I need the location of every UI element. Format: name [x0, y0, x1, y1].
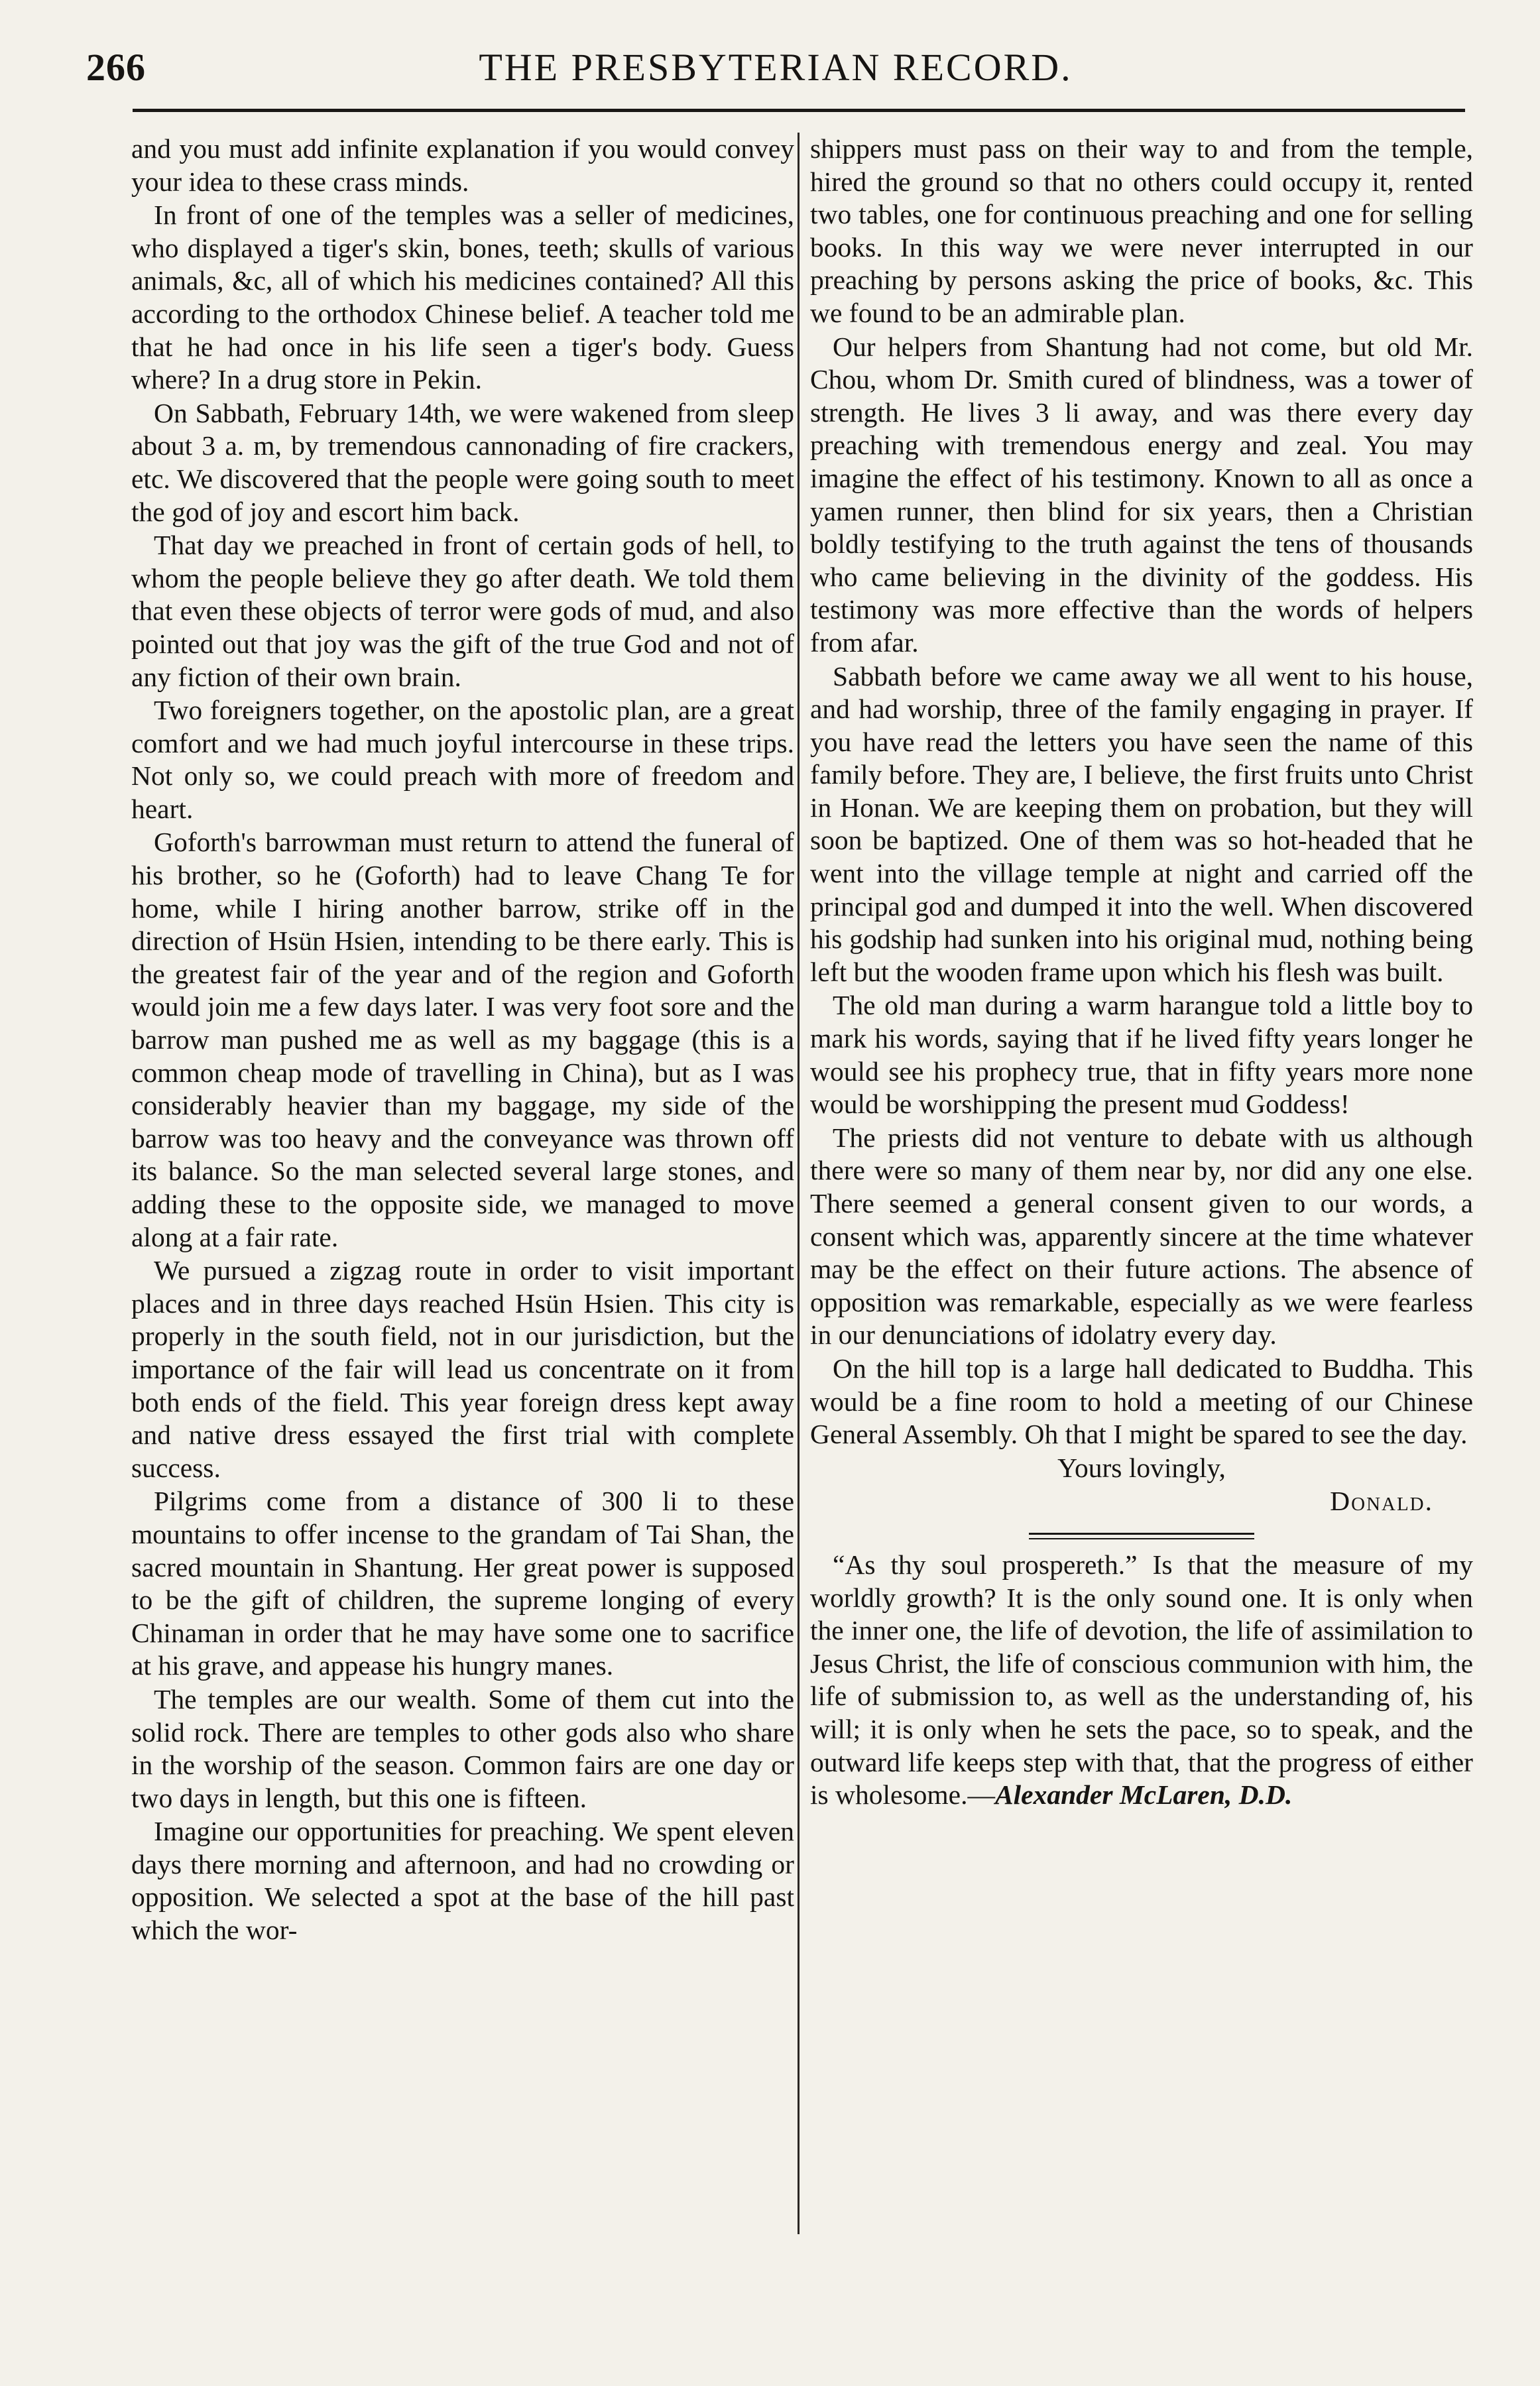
- running-title: THE PRESBYTERIAN RECORD.: [479, 46, 1073, 89]
- column-divider: [798, 133, 800, 2234]
- header-rule: [133, 109, 1465, 112]
- paragraph: Pilgrims come from a distance of 300 li to these mountains to offer incense to the grandam of Tai Shan, the sacred mountain in Shantung. Her great power is supposed to be the gift of children, the supreme longing of every Chinaman in order that he may have some one to sacrifice at his grave, and appease his hungry manes.: [131, 1486, 794, 1681]
- page-header: [86, 40, 1465, 106]
- letter-signature: Donald.: [1330, 1486, 1433, 1517]
- paragraph: On Sabbath, February 14th, we were wakened from sleep about 3 a. m, by tremendous cannonading of fire crackers, etc. We discovered that the people were going south to meet the god of joy and escort him back.: [131, 397, 794, 527]
- quote-text: “As thy soul prospereth.” Is that the measure of my worldly growth? It is the only sound one. It is only when the inner one, the life of devotion, the life of assimilation to Jesus Christ, the life of conscious communion with him, the life of submission to, as well as the understanding of, his will; it is only when he sets the pace, so to speak, and the outward life keeps step with that, that the progress of either is wholesome.—: [810, 1549, 1473, 1811]
- page-number: 266: [86, 46, 146, 89]
- paragraph: Imagine our opportunities for preaching. We spent eleven days there morning and afternoon, and had no crowding or opposition. We selected a spot at the base of the hill past which the wor-: [131, 1816, 794, 1946]
- paragraph: Sabbath before we came away we all went to his house, and had worship, three of the family engaging in prayer. If you have read the letters you have seen the name of this family before. They are, I believe, the first fruits unto Christ in Honan. We are keeping them on probation, but they will soon be baptized. One of them was so hot-headed that he went into the village temple at night and carried off the principal god and dumped it into the well. When discovered his godship had sunken into his original mud, nothing being left but the wooden frame upon which his flesh was built.: [810, 660, 1473, 987]
- right-column: [810, 133, 1473, 1813]
- quote-paragraph: [810, 1549, 1473, 1812]
- paragraph: The priests did not venture to debate with us although there were so many of them near by, nor did any one else. There seemed a general consent given to our words, a consent which was, apparently sincere at the time whatever may be the effect on their future actions. The absence of opposition was remarkable, especially as we were fearless in our denunciations of idolatry every day.: [810, 1122, 1473, 1350]
- paragraph: That day we preached in front of certain gods of hell, to whom the people believe they go after death. We told them that even these objects of terror were gods of mud, and also pointed out that joy was the gift of the true God and not of any fiction of their own brain.: [131, 530, 794, 692]
- quote-attribution: Alexander McLaren, D.D.: [994, 1779, 1293, 1811]
- paragraph: The temples are our wealth. Some of them cut into the solid rock. There are temples to other gods also who share in the worship of the season. Common fairs are one day or two days in length, but this one is fifteen.: [131, 1683, 794, 1813]
- paragraph: We pursued a zigzag route in order to visit important places and in three days reached Hsün Hsien. This city is properly in the south field, not in our jurisdiction, but the importance of the fair will lead us concentrate on it from both ends of the field. This year foreign dress kept away and native dress essayed the first trial with complete success.: [131, 1255, 794, 1483]
- letter-closing: Yours lovingly,: [1057, 1452, 1226, 1483]
- paragraph: Two foreigners together, on the apostolic plan, are a great comfort and we had much joyful intercourse in these trips. Not only so, we could preach with more of freedom and heart.: [131, 695, 794, 824]
- paragraph: and you must add infinite explanation if you would convey your idea to these crass minds.: [131, 133, 794, 197]
- left-column: [131, 133, 794, 1948]
- paragraph: On the hill top is a large hall dedicated to Buddha. This would be a fine room to hold a meeting of our Chinese General Assembly. Oh that I might be spared to see the day.: [810, 1352, 1473, 1450]
- paragraph: In front of one of the temples was a seller of medicines, who displayed a tiger's skin, bones, teeth; skulls of various animals, &c, all of which his medicines contained? All this according to the orthodox Chinese belief. A teacher told me that he had once in his life seen a tiger's body. Guess where? In a drug store in Pekin.: [131, 200, 794, 395]
- paragraph: shippers must pass on their way to and from the temple, hired the ground so that no others could occupy it, rented two tables, one for continuous preaching and one for selling books. In this way we were never interrupted in our preaching by persons asking the price of books, &c. This we found to be an admirable plan.: [810, 133, 1473, 328]
- paragraph: Our helpers from Shantung had not come, but old Mr. Chou, whom Dr. Smith cured of blindness, was a tower of strength. He lives 3 li away, and was there every day preaching with tremendous energy and zeal. You may imagine the effect of his testimony. Known to all as once a yamen runner, then blind for six years, then a Christian boldly testifying to the truth against the tens of thousands who came believing in the divinity of the goddess. His testimony was more effective than the words of helpers from afar.: [810, 331, 1473, 658]
- section-separator: [1029, 1533, 1254, 1539]
- paragraph: Goforth's barrowman must return to attend the funeral of his brother, so he (Goforth) had to leave Chang Te for home, while I hiring another barrow, strike off in the direction of Hsün Hsien, intending to be there early. This is the greatest fair of the year and of the region and Goforth would join me a few days later. I was very foot sore and the barrow man pushed me as well as my baggage (this is a common cheap mode of travelling in China), but as I was considerably heavier than my baggage, my side of the barrow was too heavy and the conveyance was thrown off its balance. So the man selected several large stones, and adding these to the opposite side, we managed to move along at a fair rate.: [131, 827, 794, 1252]
- paragraph: The old man during a warm harangue told a little boy to mark his words, saying that if he lived fifty years longer he would see his prophecy true, that in fifty years more none would be worshipping the present mud Goddess!: [810, 990, 1473, 1120]
